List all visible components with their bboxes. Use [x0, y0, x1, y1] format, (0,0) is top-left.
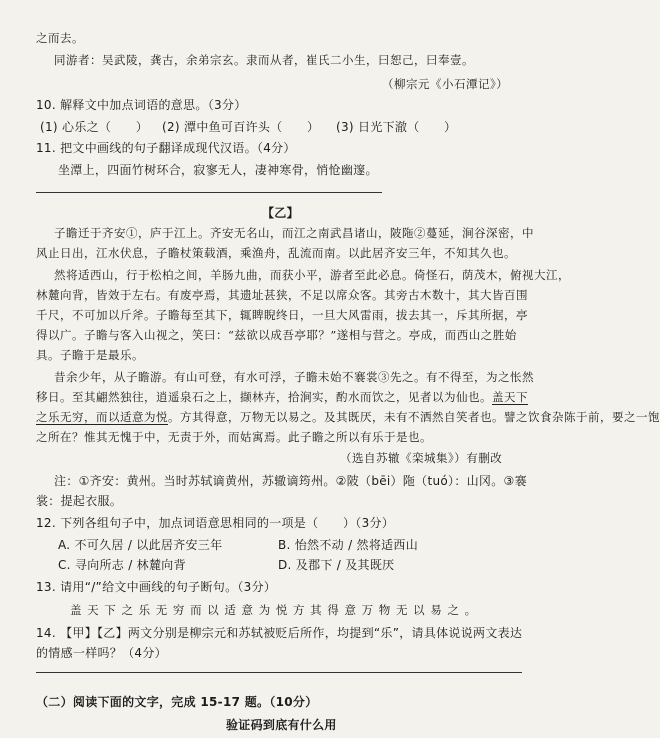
answer-line [36, 192, 382, 193]
answer-line-14 [36, 672, 522, 673]
yi-p2-line-2: 林麓向背，皆效于左右。有废亭焉，其遗址甚狭，不足以席众客。其旁古木数十，其大皆百围 [36, 288, 528, 302]
passage-yi-heading: 【乙】 [262, 206, 299, 220]
question-14-line-1: 14. 【甲】【乙】两文分别是柳宗元和苏轼被贬后所作，均提到“乐”，请具体说说两文表达 [36, 626, 523, 640]
yi-p2-line-5: 具。子瞻于是最乐。 [36, 348, 144, 362]
yi-p1-line-2: 风止日出，江水伏息，子瞻杖策载酒，乘渔舟，乱流而南。以此居齐安三年，不知其久也。 [36, 246, 516, 260]
section-two-instruction: （二）阅读下面的文字，完成 15-17 题。（10分） [36, 695, 318, 709]
q11-sentence: 坐潭上，四面竹树环合，寂寥无人，凄神寒骨，悄怆幽邃。 [58, 163, 378, 177]
passage-tail-line: 之而去。 [36, 31, 84, 45]
yi-p1-line-1: 子瞻迁于齐安①，庐于江上。齐安无名山，而江之南武昌诸山，陂陁②蔓延，涧谷深密，中 [54, 226, 534, 240]
notes-line-1 [54, 473, 527, 489]
notes-label: 注： [54, 474, 79, 488]
companions-line: 同游者：吴武陵，龚古，余弟宗玄。隶而从者，崔氏二小生，曰恕己，曰奉壹。 [54, 53, 474, 67]
underlined-sentence-start: 盖天下 [492, 390, 528, 404]
yi-p2-line-1: 然将适西山，行于松柏之间，羊肠九曲，而获小平，游者至此必息。倚怪石，荫茂木，俯视大江， [54, 268, 570, 282]
passage-yi-source: （选自苏辙《栾城集》）有删改 [340, 451, 503, 465]
q12-option-d: D. 及郡下 / 及其既厌 [278, 558, 395, 572]
q13-sentence: 盖 天 下 之 乐 无 穷 而 以 适 意 为 悦 方 其 得 意 万 物 无 以 易 之 。 [70, 603, 478, 617]
question-13: 13. 请用“/”给文中画线的句子断句。（3分） [36, 580, 277, 594]
q10-item-2: (2) 潭中鱼可百许头（ ） [162, 120, 320, 134]
question-11: 11. 把文中画线的句子翻译成现代汉语。（4分） [36, 141, 296, 155]
underlined-sentence-end: 之乐无穷，而以适意为悦 [36, 410, 168, 424]
yi-p2-line-4: 得以广。子瞻与客入山视之，笑曰：“兹欲以成吾亭耶？”遂相与营之。亭成，而西山之胜始 [36, 328, 517, 342]
q12-option-c: C. 寻向所志 / 林麓向背 [58, 558, 186, 572]
yi-p3-line-1: 昔余少年，从子瞻游。有山可登，有水可浮，子瞻未始不褰裳③先之。有不得至，为之怅然 [54, 370, 534, 384]
yi-p3-line-2-text: 移日。至其翩然独往，逍遥泉石之上，撷林卉，拾涧实，酌水而饮之，见者以为仙也。 [36, 390, 492, 404]
passage-jia-source: （柳宗元《小石潭记》） [382, 77, 509, 91]
yi-p3-line-3-text: 。方其得意，万物无以易之。及其既厌，未有不洒然自笑者也。譬之饮食杂陈于前，要之一饱 [168, 410, 660, 424]
question-14-line-2: 的情感一样吗？（4分） [36, 646, 167, 660]
q12-option-a: A. 不可久居 / 以此居齐安三年 [58, 538, 223, 552]
q10-item-3: (3) 日光下澈（ ） [336, 120, 457, 134]
question-10: 10. 解释文中加点词语的意思。（3分） [36, 98, 247, 112]
yi-p3-line-4: 之所在？惟其无愧于中，无责于外，而姑寓焉。此子瞻之所以有乐于是也。 [36, 430, 432, 444]
yi-p3-line-2 [36, 389, 528, 405]
yi-p2-line-3: 千尺，不可加以斤斧。子瞻每至其下，辄睥睨终日，一旦大风雷雨，拔去其一，斥其所据，亭 [36, 308, 528, 322]
notes-line-2: 裳：提起衣服。 [36, 494, 123, 508]
q12-option-b: B. 怡然不动 / 然将适西山 [278, 538, 419, 552]
article-title: 验证码到底有什么用 [226, 718, 337, 732]
yi-p3-line-3 [36, 409, 660, 425]
q10-item-1: (1) 心乐之（ ） [40, 120, 149, 134]
question-12: 12. 下列各组句子中，加点词语意思相同的一项是（ ）（3分） [36, 516, 395, 530]
notes-text-1: ①齐安：黄州。当时苏轼谪黄州，苏辙谪筠州。②陂（bēi）陁（tuó）：山冈。③褰 [78, 474, 527, 488]
